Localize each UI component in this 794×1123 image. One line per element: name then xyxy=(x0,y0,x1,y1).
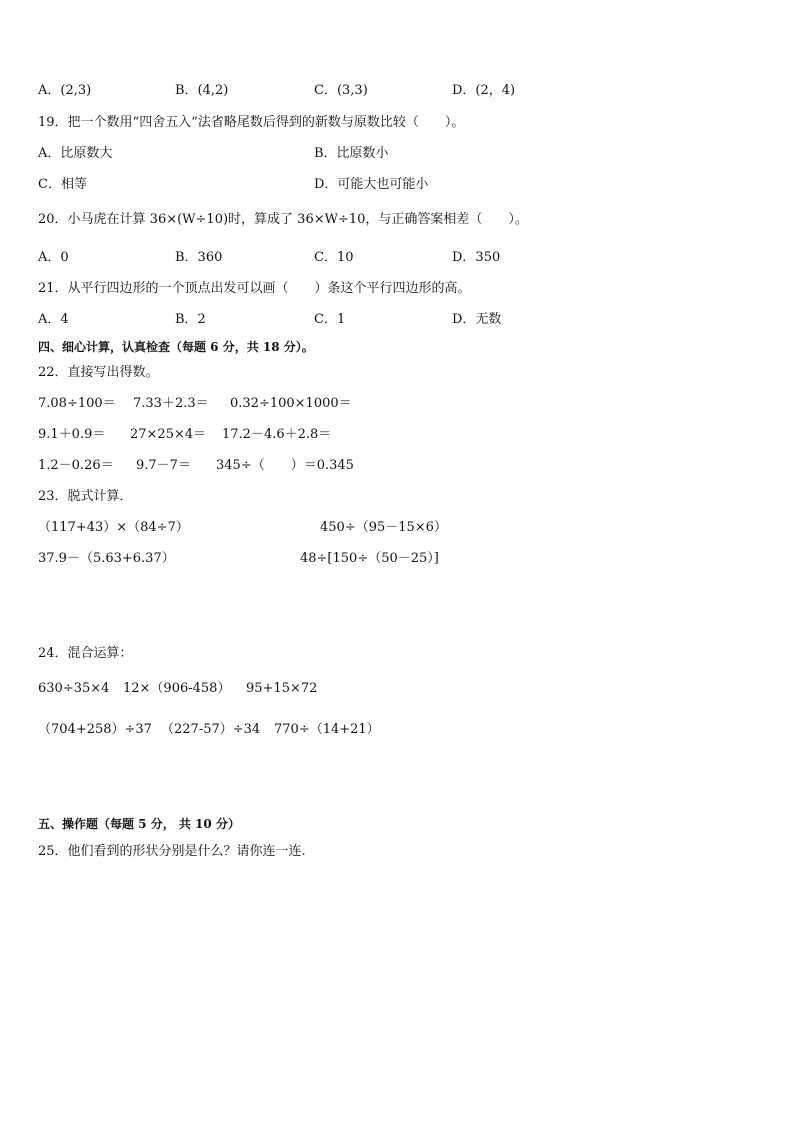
q20-stem: 20．小马虎在计算 36×(W÷10)时，算成了 36×W÷10，与正确答案相差（ ）。 xyxy=(38,212,528,227)
q18-option-c: C．(3,3) xyxy=(314,83,368,98)
q20-option-d: D．350 xyxy=(452,250,501,265)
q23-item: 450÷（95－15×6） xyxy=(320,520,447,535)
q19-option-b: B．比原数小 xyxy=(314,146,389,161)
q21-option-b: B．2 xyxy=(175,312,206,327)
q20-option-b: B．360 xyxy=(175,250,223,265)
q22-item: 17.2－4.6＋2.8＝ xyxy=(222,427,332,442)
q20-option-a: A．0 xyxy=(38,250,69,265)
q18-option-a: A．(2,3) xyxy=(38,83,92,98)
q23-item: 37.9－（5.63+6.37） xyxy=(38,551,175,566)
q21-option-d: D．无数 xyxy=(452,312,502,327)
q19-option-d: D．可能大也可能小 xyxy=(314,177,429,192)
q19-stem: 19．把一个数用“四舍五入”法省略尾数后得到的新数与原数比较（ ）。 xyxy=(38,115,465,130)
q22-item: 27×25×4＝ xyxy=(130,427,207,442)
q21-stem: 21．从平行四边形的一个顶点出发可以画（ ）条这个平行四边形的高。 xyxy=(38,281,471,296)
q22-item: 7.33＋2.3＝ xyxy=(133,396,209,411)
q19-option-a: A．比原数大 xyxy=(38,146,113,161)
q24-item: （227-57）÷34 xyxy=(161,722,261,737)
q24-stem: 24．混合运算： xyxy=(38,646,133,661)
q24-item: 12×（906-458） xyxy=(123,681,231,696)
q24-item: 630÷35×4 xyxy=(38,681,110,696)
q22-item: 0.32÷100×1000＝ xyxy=(230,396,352,411)
section5-title: 五、操作题（每题 5 分， 共 10 分） xyxy=(38,817,240,831)
q18-option-b: B．(4,2) xyxy=(175,83,229,98)
q19-option-c: C．相等 xyxy=(38,177,87,192)
q21-option-a: A．4 xyxy=(38,312,69,327)
q20-option-c: C．10 xyxy=(314,250,354,265)
q24-item: （704+258）÷37 xyxy=(38,722,152,737)
q22-item: 7.08÷100＝ xyxy=(38,396,116,411)
q22-item: 9.7－7＝ xyxy=(136,458,191,473)
q23-item: （117+43）×（84÷7） xyxy=(38,520,189,535)
q21-option-c: C．1 xyxy=(314,312,346,327)
q22-stem: 22．直接写出得数。 xyxy=(38,365,159,380)
q23-item: 48÷[150÷（50－25）] xyxy=(300,551,439,566)
q24-item: 95+15×72 xyxy=(246,681,318,696)
q22-item: 1.2－0.26＝ xyxy=(38,458,114,473)
section4-title: 四、细心计算，认真检查（每题 6 分，共 18 分）。 xyxy=(38,340,314,354)
q24-item: 770÷（14+21） xyxy=(274,722,380,737)
q18-option-d: D．(2，4) xyxy=(452,83,516,98)
q23-stem: 23．脱式计算． xyxy=(38,489,133,504)
q22-item: 345÷（ ）＝0.345 xyxy=(216,458,354,473)
q22-item: 9.1＋0.9＝ xyxy=(38,427,106,442)
q25-stem: 25．他们看到的形状分别是什么？请你连一连. xyxy=(38,844,306,859)
